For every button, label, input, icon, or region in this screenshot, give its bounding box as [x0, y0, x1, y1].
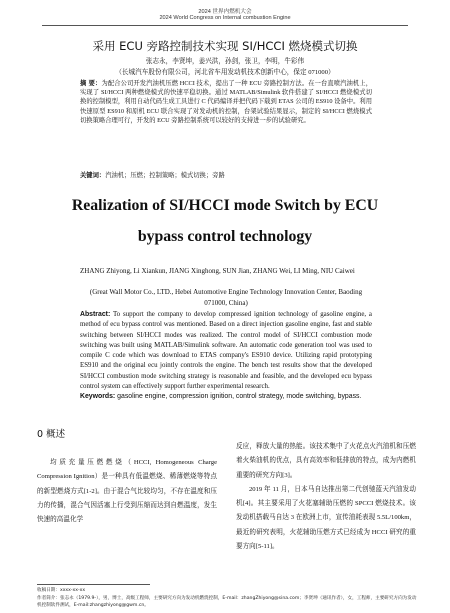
header-rule [42, 25, 408, 26]
keywords-en [80, 392, 372, 402]
body-paragraph: 反应，释放大量的热能。该技术集中了火花点火汽油机和压燃着火柴油机的优点，具有高效率和低排放的特点，成为内燃机重要的研究方向[3]。 [236, 443, 416, 479]
conference-name-cn: 2024 世界内燃机大会 [198, 9, 252, 15]
body-column-right [236, 440, 416, 554]
abstract-text-en: To support the company to develop compressed ignition technology of gasoline engine, a method of ecu bypass control was mentioned. Based on a direct injection gasoline engine, fast and stable switching between SI/HCCI modes was realized. The control model of SI/HCCI combustion mode switching was built using MATLAB/Simulink software. An automatic code generation tool was used to compile C code which was download to ETAS company's ES910 device. Utilizing rapid prototyping ES910 and the original ecu jointly controls the engine. The bench test results show that the developed SI/HCCI combustion mode switching strategy is reasonable and feasible, and the developed ecu bypass control system can effectively support further experimental research. [80, 311, 372, 391]
footnote-rule [37, 584, 150, 585]
affiliation-en: (Great Wall Motor Co., LTD., Hebei Automotive Engine Technology Innovation Center, Baoding 071000, China) [89, 288, 363, 307]
conference-name-en: 2024 World Congress on Internal combustion Engine [159, 15, 291, 21]
keywords-cn [80, 171, 372, 180]
affiliation-cn: （长城汽车股份有限公司，河北省车用发动机技术创新中心，保定 071000） [115, 69, 335, 76]
title-cn: 采用 ECU 旁路控制技术实现 SI/HCCI 燃烧模式切换 [92, 39, 358, 53]
abstract-label-en: Abstract: [80, 311, 111, 318]
abstract-label-cn: 摘 要： [80, 80, 102, 87]
abstract-cn [80, 79, 372, 125]
authors-en: ZHANG Zhiyong, Li Xiankun, JIANG Xinghong, SUN Jian, ZHANG Wei, LI Ming, NIU Caiwei [80, 267, 355, 275]
keywords-text-cn: 汽油机；压燃；控制策略；模式切换；旁路 [105, 172, 225, 179]
abstract-text-cn: 为配合公司开发汽油机压燃 HCCI 技术，提出了一种 ECU 旁路控制方法。在一台直喷汽油机上，实现了 SI/HCCI 两种燃烧模式的快速平稳切换。通过 MATLAB/Simulink 软件搭建了 SI/HCCI 燃烧模式切换的控制模型，利用自动代码生成工具进行 C 代码编译并把代码下载到 ETAS 公司的 ES910 设备中。利用快速原型 ES910 和原机 ECU 联合实现了对发动机的控制，台架试验结果显示，制定的 SI/HCCI 燃烧模式切换策略合理可行，开发的 ECU 旁路控制系统可以较好的支持进一步的试验研究。 [80, 80, 372, 124]
received-date: 收稿日期：xxxx-xx-xx [37, 588, 86, 593]
keywords-label-en: Keywords: [80, 393, 116, 400]
author-info: 作者简介：张志永（1979.9-），男，博士，高级工程师，主要研究方向为发动机燃烧控制，E-mail：zhangZhiyong@sina.com；李贤坤（通讯作者），女，工程师，主要研究方向为发动机控制软件测试，E-mail:zhangzhiyong@gwm.cn。 [37, 596, 417, 609]
keywords-label-cn: 关键词： [80, 172, 106, 179]
body-column-left: 均质充量压燃燃烧（HCCI, Homogeneous Charge Compression Ignition）是一种具有低温燃烧、稀薄燃烧等特点的新型燃烧方式[1-2]。由于混合气比较均匀，不存在温度和压力的传播，混合气因活塞上行受到压缩而达到自燃温度，发生快速的高温化学 [37, 459, 217, 524]
title-en: Realization of SI/HCCI mode Switch by ECU bypass control technology [71, 197, 379, 245]
authors-cn: 张志永，李贤坤，姜兴洪，孙剑，张卫，李明，牛彩伟 [145, 58, 305, 65]
abstract-en [80, 310, 372, 392]
body-paragraph: 2019 年 11 月，日本马自达推出第二代创驰蓝天汽油发动机[4]。其主要采用了火花塞辅助压燃的 SPCCI 燃烧技术。该发动机搭载马自达 3 在欧洲上市，宣传油耗表现 5.5L/100km，最近的研究表明，火花辅助压燃方式已经成为 HCCI 研究的重要方向[5-11]。 [236, 485, 416, 551]
section-heading: 0 概述 [37, 429, 66, 440]
keywords-text-en: gasoline engine, compression ignition, control strategy, mode switching, bypass. [117, 393, 362, 400]
